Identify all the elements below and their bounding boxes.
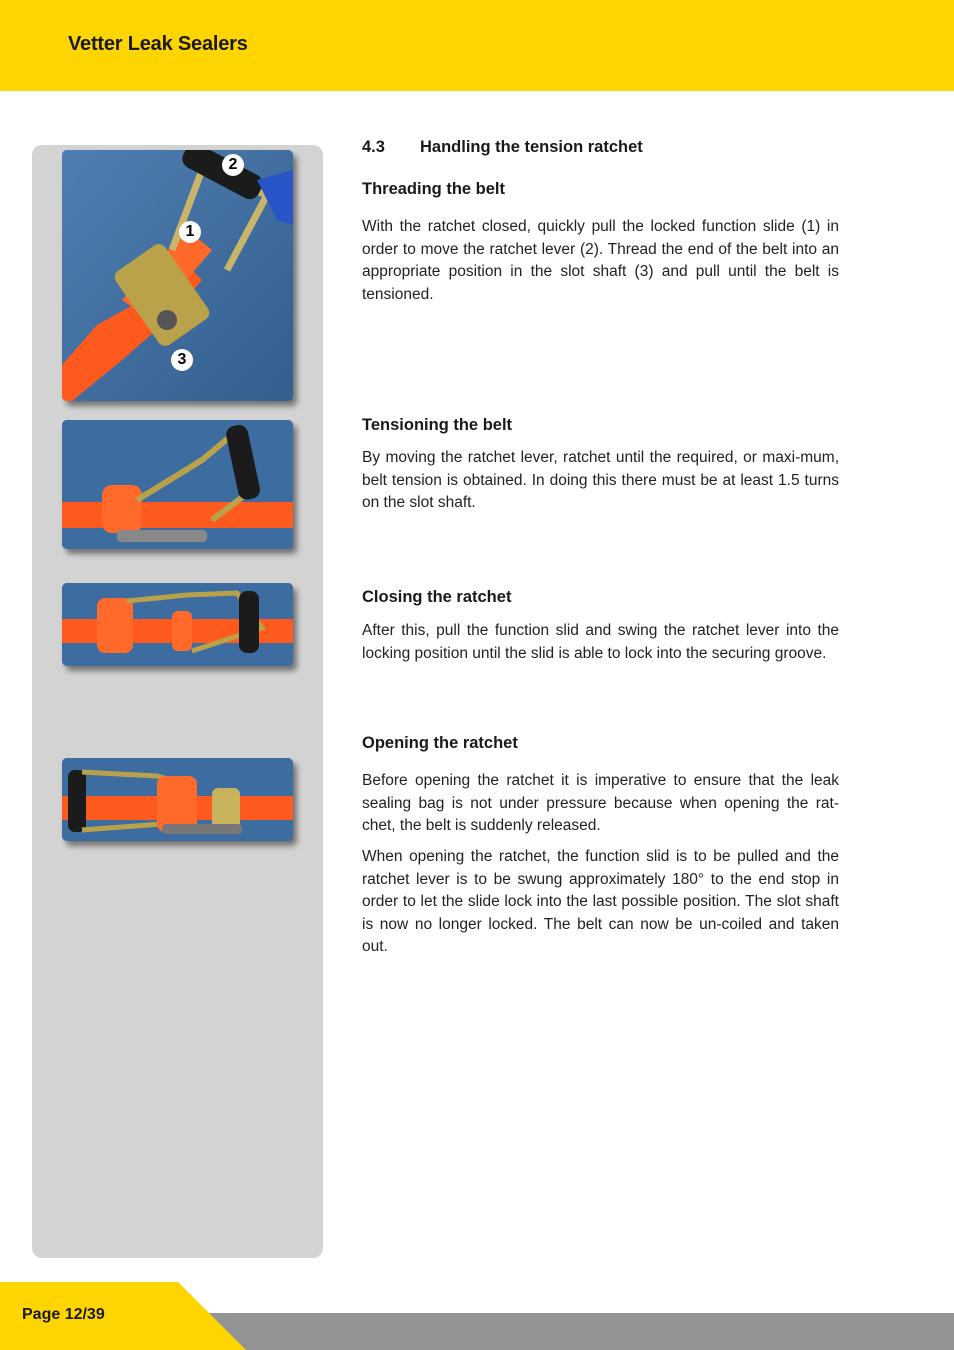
- paragraph-opening-1: Before opening the ratchet it is imperative to ensure that the leak sealing bag is not under pressure because when opening the rat-chet, the belt is suddenly released.: [362, 772, 839, 835]
- document-title: Vetter Leak Sealers: [68, 33, 248, 55]
- heading-closing: Closing the ratchet: [362, 588, 512, 606]
- paragraph-closing: After this, pull the function slid and swing the ratchet lever into the locking position until the slid is able to lock into the securing groove.: [362, 622, 839, 662]
- paragraph-threading: With the ratchet closed, quickly pull the locked function slide (1) in order to move the ratchet lever (2). Thread the end of the belt into an appropriate position in the slot shaft (3) and pull until the belt is tensioned.: [362, 218, 839, 303]
- page-number: Page 12/39: [22, 1306, 105, 1323]
- photo-closing-ratchet: [62, 583, 293, 666]
- heading-tensioning: Tensioning the belt: [362, 416, 513, 434]
- section-number: 4.3: [362, 138, 385, 156]
- photo-tensioning-belt: [62, 420, 293, 549]
- callout-function-slide: 1: [179, 221, 201, 243]
- section-heading: [362, 138, 643, 157]
- heading-threading: Threading the belt: [362, 180, 506, 198]
- paragraph-tensioning: By moving the ratchet lever, ratchet until the required, or maxi-mum, belt tension is obtained. In doing this there must be at least 1.5 turns on the slot shaft.: [362, 449, 839, 512]
- paragraph-opening-2: When opening the ratchet, the function slid is to be pulled and the ratchet lever is to be swung approximately 180° to the end stop in order to let the slide lock into the last possible position. The slot shaft is now no longer locked. The belt can now be un-coiled and taken out.: [362, 848, 839, 956]
- photo-opening-ratchet: [62, 758, 293, 841]
- callout-slot-shaft: 3: [171, 349, 193, 371]
- callout-lever: 2: [222, 154, 244, 176]
- heading-opening: Opening the ratchet: [362, 734, 518, 752]
- section-title: Handling the tension ratchet: [420, 138, 643, 156]
